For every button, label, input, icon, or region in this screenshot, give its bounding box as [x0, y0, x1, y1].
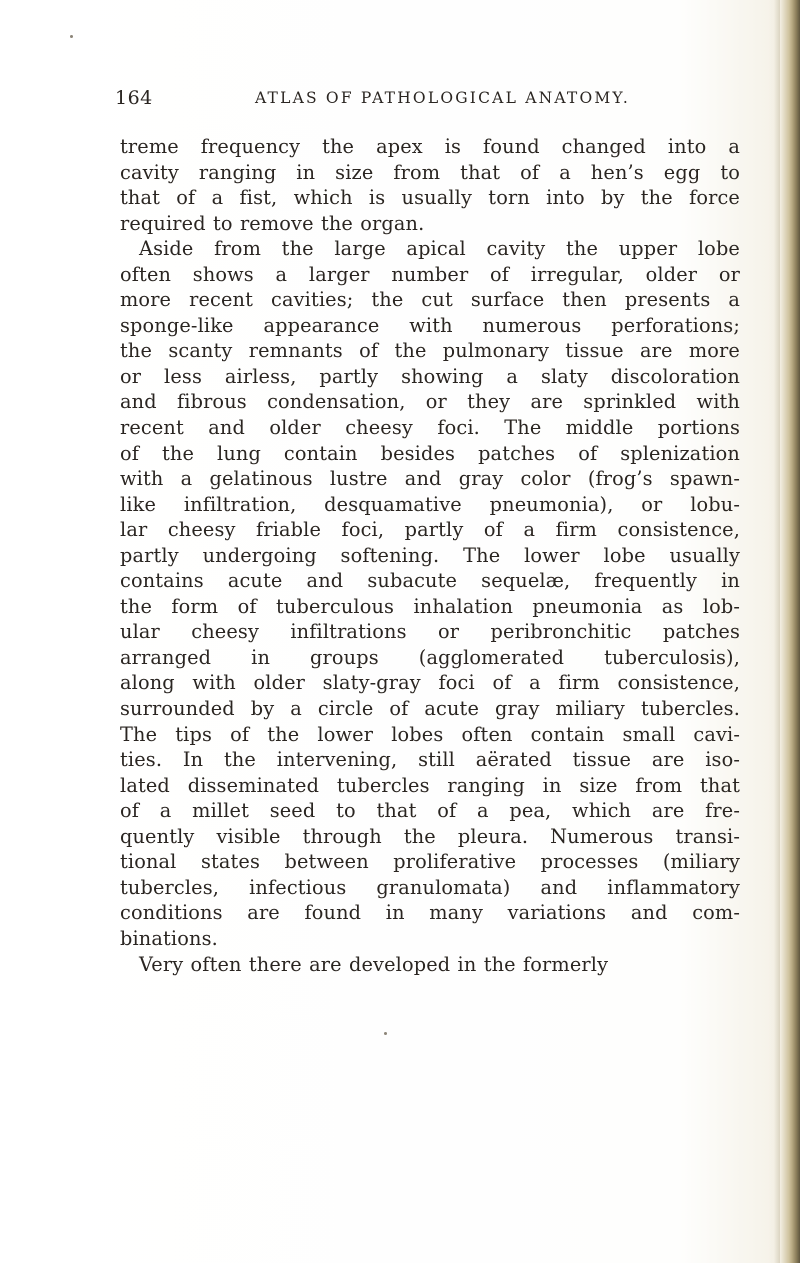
running-head	[115, 86, 740, 110]
text-line: treme frequency the apex is found changed into a	[120, 135, 740, 158]
book-binding-edge	[780, 0, 800, 1263]
body-text	[120, 134, 740, 977]
text-line: sponge-like appearance with numerous perforations;	[120, 313, 740, 337]
text-line: quently visible through the pleura. Numerous transi-	[120, 824, 740, 848]
text-line: more recent cavities; the cut surface then presents a	[120, 288, 740, 312]
text-line: along with older slaty-gray foci of a firm consistence,	[120, 671, 740, 695]
speck-mark	[70, 35, 73, 38]
text-line: contains acute and subacute sequelæ, frequently in	[120, 569, 740, 593]
text-line: The tips of the lower lobes often contain small cavi-	[120, 722, 740, 746]
text-line: with a gelatinous lustre and gray color (frog’s spawn-	[120, 467, 740, 491]
speck-mark	[384, 1032, 387, 1035]
text-line: the form of tuberculous inhalation pneumonia as lob-	[120, 594, 740, 618]
paragraph-start-line: Aside from the large apical cavity the upper lobe	[139, 237, 740, 261]
paragraph-start-line: Very often there are developed in the formerly	[139, 952, 609, 976]
text-line: like infiltration, desquamative pneumonia), or lobu-	[120, 492, 740, 516]
text-line: recent and older cheesy foci. The middle portions	[120, 416, 740, 440]
text-line: the scanty remnants of the pulmonary tissue are more	[120, 339, 740, 363]
text-line: conditions are found in many variations and com-	[120, 901, 740, 925]
text-line: of the lung contain besides patches of splenization	[120, 441, 740, 465]
page-number: 164	[115, 87, 153, 109]
text-line: lar cheesy friable foci, partly of a firm consistence,	[120, 518, 740, 542]
text-line: arranged in groups (agglomerated tuberculosis),	[120, 645, 740, 669]
text-line: cavity ranging in size from that of a hen’s egg to	[120, 160, 740, 184]
running-title: ATLAS OF PATHOLOGICAL ANATOMY.	[255, 89, 630, 107]
text-line: partly undergoing softening. The lower lobe usually	[120, 543, 740, 567]
text-line: ular cheesy infiltrations or peribronchitic patches	[120, 620, 740, 644]
text-line: ties. In the intervening, still aërated tissue are iso-	[120, 748, 740, 772]
text-line: required to remove the organ.	[120, 211, 425, 235]
text-line: of a millet seed to that of a pea, which are fre-	[120, 799, 740, 823]
text-line: that of a fist, which is usually torn into by the force	[120, 186, 740, 210]
text-line: lated disseminated tubercles ranging in size from that	[120, 773, 740, 797]
text-line: often shows a larger number of irregular, older or	[120, 262, 740, 286]
text-line: tional states between proliferative processes (miliary	[120, 850, 740, 874]
text-line: surrounded by a circle of acute gray miliary tubercles.	[120, 697, 740, 721]
text-line: tubercles, infectious granulomata) and inflammatory	[120, 875, 740, 899]
text-line: and fibrous condensation, or they are sprinkled with	[120, 390, 740, 414]
text-line: binations.	[120, 926, 218, 950]
text-line: or less airless, partly showing a slaty discoloration	[120, 364, 740, 388]
